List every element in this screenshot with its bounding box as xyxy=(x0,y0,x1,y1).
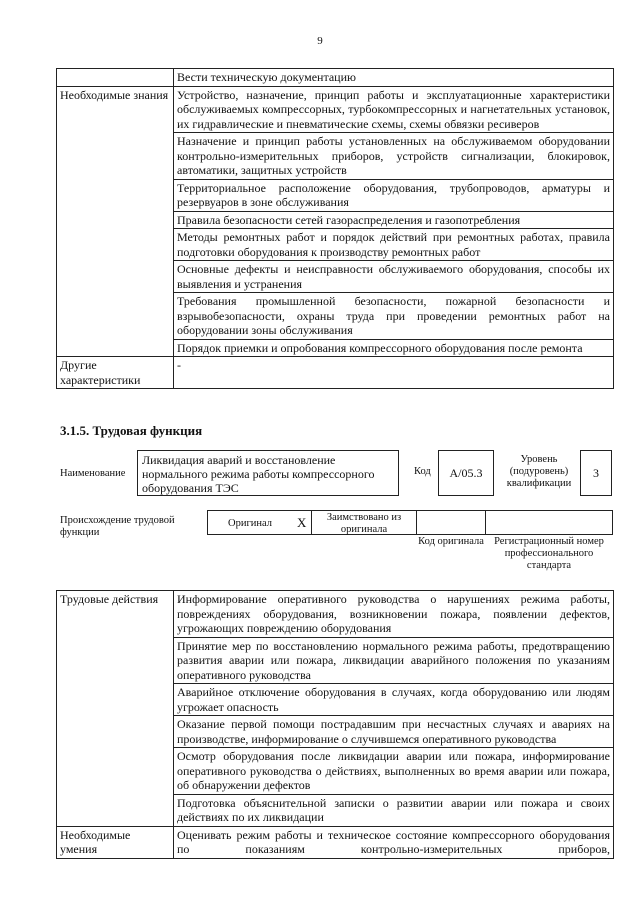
other-value: - xyxy=(174,357,614,389)
first-row-text: Вести техническую документацию xyxy=(174,69,614,87)
action-item: Информирование оперативного руководства о нарушениях режима работы, повреждениях оборудования, возникновении пожара, появлении дефектов, угрожающих повреждению оборудования xyxy=(174,591,614,638)
origin-label: Происхождение трудовой функции xyxy=(60,515,175,538)
knowledge-item: Правила безопасности сетей газораспределения и газопотребления xyxy=(174,211,614,229)
action-item: Осмотр оборудования после ликвидации аварии или пожара, информирование оперативного руководства о действиях, выполненных во время аварии или пожара, об обнаружении дефектов xyxy=(174,748,614,795)
action-item: Оказание первой помощи пострадавшим при несчастных случаях и авариях на производстве, информирование о случившемся оперативного руководства xyxy=(174,716,614,748)
section-title: 3.1.5. Трудовая функция xyxy=(60,423,203,438)
skills-label: Необходимые умения xyxy=(57,826,174,858)
knowledge-item: Порядок приемки и опробования компрессорного оборудования после ремонта xyxy=(174,339,614,357)
knowledge-item: Устройство, назначение, принцип работы и эксплуатационные характеристики обслуживаемых компрессорных, турбокомпрессорных и нагнетательных установок, их гидравлические и пневматические схемы, схемы обвязки ресиверов xyxy=(174,86,614,133)
actions-table xyxy=(56,590,614,859)
knowledge-table xyxy=(56,68,614,389)
name-value: Ликвидация аварий и восстановление нормального режима работы компрессорного оборудования ТЭС xyxy=(137,450,399,496)
original-label: Оригинал xyxy=(228,518,272,529)
level-label: Уровень (подуровень) квалификации xyxy=(506,454,572,489)
action-item: Принятие мер по восстановлению нормального режима работы, предотвращению развития аварии или пожара, ликвидации аварийного положения по указаниям оперативного руководства xyxy=(174,637,614,684)
reg-number-cell xyxy=(485,510,613,535)
other-label: Другие характеристики xyxy=(57,357,174,389)
knowledge-item: Основные дефекты и неисправности обслуживаемого оборудования, способы их выявления и устранения xyxy=(174,261,614,293)
action-item: Подготовка объяснительной записки о развитии аварии или пожара и своих действиях по их ликвидации xyxy=(174,794,614,826)
name-label: Наименование xyxy=(60,468,126,479)
knowledge-item: Назначение и принцип работы установленных на обслуживаемом оборудовании контрольно-измерительных приборов, устройств сигнализации, блокировок, автоматики, защитных устройств xyxy=(174,133,614,180)
code-value: А/05.3 xyxy=(438,450,494,496)
original-box xyxy=(207,510,312,535)
actions-label: Трудовые действия xyxy=(57,591,174,827)
code-original-cell xyxy=(416,510,486,535)
knowledge-label: Необходимые знания xyxy=(57,86,174,357)
code-original-caption: Код оригинала xyxy=(418,536,484,547)
knowledge-item: Требования промышленной безопасности, пожарной безопасности и взрывобезопасности, охраны труда при проведении ремонтных работ на оборудовании зоны обслуживания xyxy=(174,293,614,340)
page-number: 9 xyxy=(317,35,323,47)
borrowed-label: Заимствовано из оригинала xyxy=(311,510,417,535)
knowledge-item: Территориальное расположение оборудования, трубопроводов, арматуры и резервуаров в зоне обслуживания xyxy=(174,179,614,211)
reg-number-caption: Регистрационный номер профессионального стандарта xyxy=(494,536,604,571)
skill-item: Оценивать режим работы и техническое состояние компрессорного оборудования по показаниям контрольно-измерительных приборов, xyxy=(174,826,614,858)
action-item: Аварийное отключение оборудования в случаях, когда оборудованию или людям угрожает опасность xyxy=(174,684,614,716)
code-label: Код xyxy=(414,466,431,477)
original-mark: X xyxy=(297,515,307,530)
knowledge-item: Методы ремонтных работ и порядок действий при ремонтных работах, правила подготовки оборудования к производству ремонтных работ xyxy=(174,229,614,261)
level-value: 3 xyxy=(580,450,612,496)
